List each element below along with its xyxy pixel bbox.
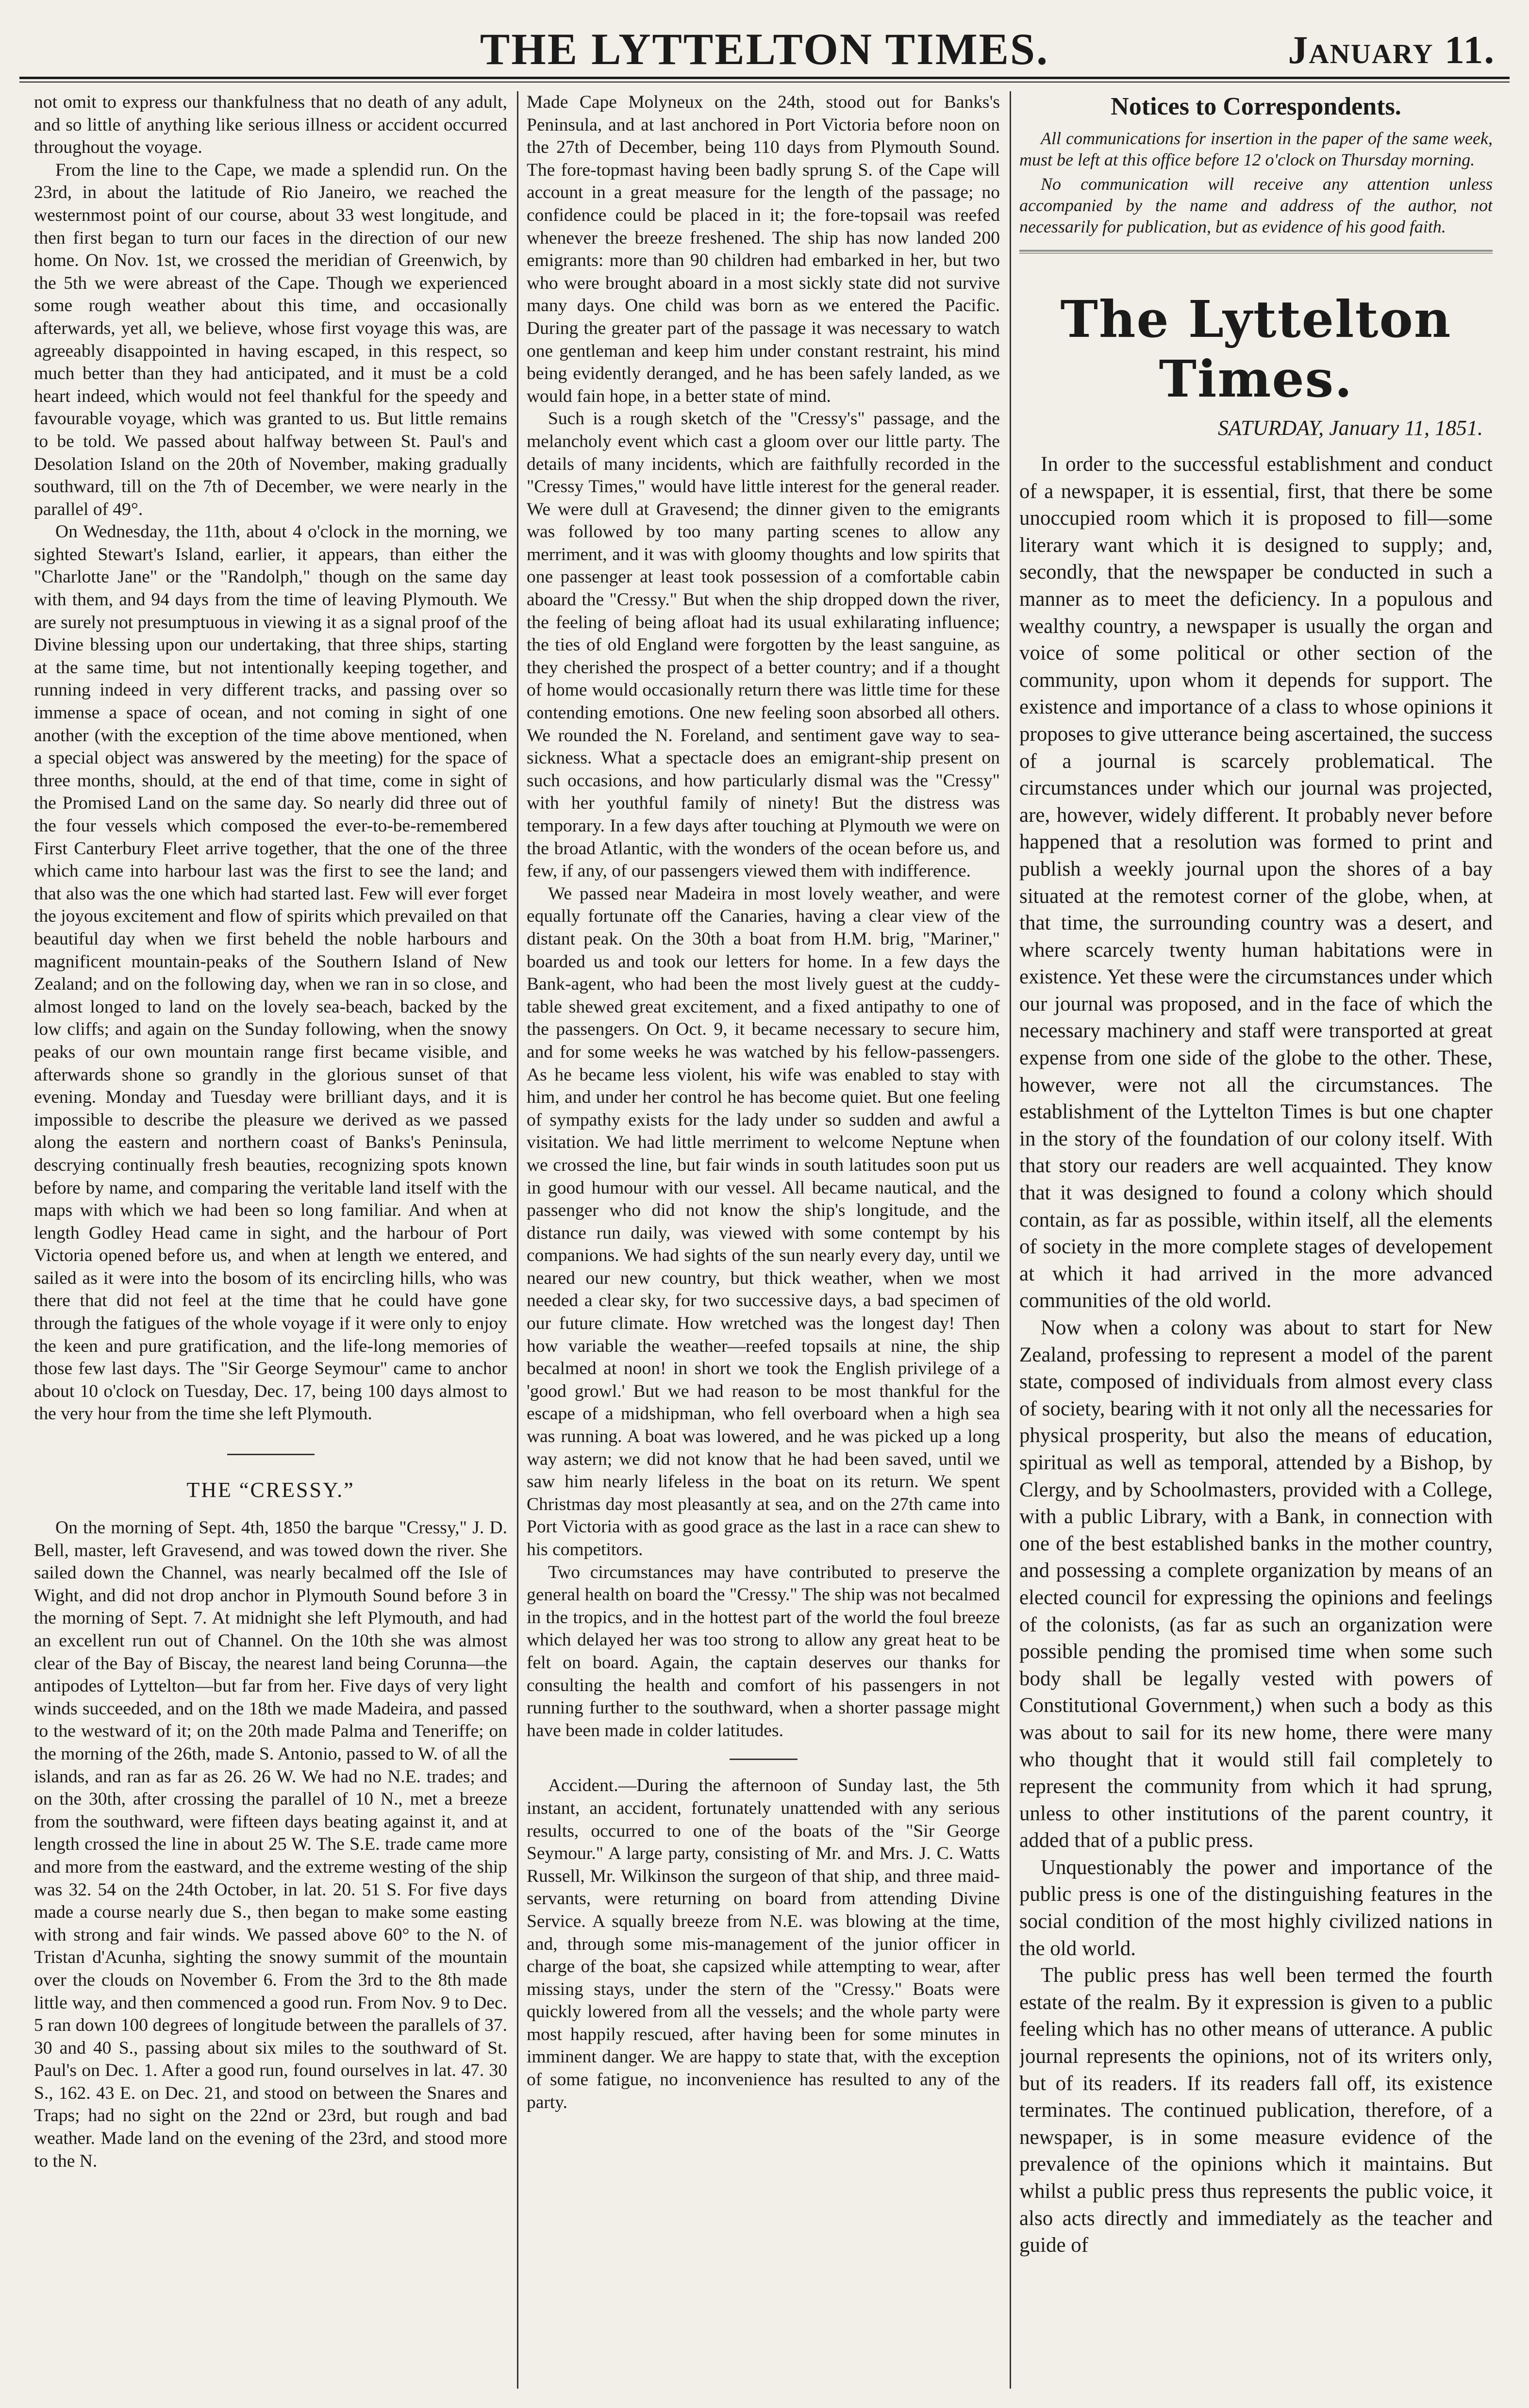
notice-text: All communications for insertion in the paper of the same week, must be left at this office before 12 o'clock on Thursday morning. bbox=[1019, 129, 1493, 169]
column-rule bbox=[1010, 91, 1011, 2389]
notices-to-correspondents bbox=[1019, 92, 1493, 237]
masthead-rule bbox=[19, 77, 1510, 83]
leader-title: The Lyttelton Times. bbox=[1060, 289, 1452, 409]
notices-heading: Notices to Correspondents. bbox=[1111, 93, 1401, 120]
leader-article bbox=[1019, 451, 1493, 2259]
cressy-article bbox=[34, 1517, 507, 2173]
issue-date: January 11. bbox=[1288, 28, 1495, 72]
section-divider bbox=[1019, 250, 1493, 253]
column-1 bbox=[34, 91, 507, 2393]
paragraph: Accident.—During the afternoon of Sunday last, the 5th instant, an accident, fortunately unattended with any serious results, occurred to one of the boats of the "Sir George Seymour." A large party, consisting of Mr. and Mrs. J. C. Watts Russell, Mr. Wilkinson the surgeon of that ship, and three maid-servants, were returning on board from attending Divine Service. A squally breeze from N.E. was blowing at the time, and, through some mis-management of the junior officer in charge of the boat, she capsized while attempting to wear, after missing stays, under the stern of the "Cressy." Boats were quickly lowered from all the vessels; and the whole party were most happily rescued, after having been for some minutes in imminent danger. We are happy to state that, with the exception of some fatigue, no inconvenience has resulted to any of the party. bbox=[527, 1776, 1000, 2112]
column-2 bbox=[527, 91, 1000, 2393]
column-3 bbox=[1019, 91, 1493, 2393]
masthead bbox=[29, 15, 1500, 78]
newspaper-title: THE LYTTELTON TIMES. bbox=[480, 24, 1049, 74]
paragraph: In order to the successful establishment and conduct of a newspaper, it is essential, first, that there be some unoccupied room which it is proposed to fill—some literary want which it is designed to supply; and, secondly, that the newspaper be conducted in such a manner as to meet the deficiency. In a populous and wealthy country, a newspaper is usually the organ and voice of some political or other section of the community, upon whom it depends for support. The existence and importance of a class to whose opinions it proposes to give utterance being ascertained, the success of a journal is scarcely problematical. The circumstances under which our journal was projected, are, however, widely different. It probably never before happened that a resolution was formed to print and publish a weekly journal upon the shores of a bay situated at the remotest corner of the globe, when, at that time, the surrounding country was a desert, and where scarcely twenty human habitations were in existence. Yet these were the circumstances under which our journal was proposed, and in the face of which the necessary machinery and staff were transported at great expense from one side of the globe to the other. These, however, were not all the circumstances. The establishment of the Lyttelton Times is but one chapter in the story of the foundation of our colony itself. With that story our readers are well acquainted. They know that it was designed to found a colony which should contain, as far as possible, within itself, all the elements of society in the more complete stages of developement at which it had arrived in the more advanced communities of the old world. bbox=[1019, 453, 1493, 1312]
cressy-article-continued bbox=[527, 91, 1000, 1742]
paragraph: Such is a rough sketch of the "Cressy's" passage, and the melancholy event which cast a gloom over our little party. The details of many incidents, which are faithfully recorded in the "Cressy Times," would have little interest for the general reader. We were dull at Gravesend; the dinner given to the emigrants was followed by too many parting scenes to allow any merriment, and it was with gloomy thoughts and low spirits that one passenger at least took possession of a comfortable cabin aboard the "Cressy." But when the ship dropped down the river, the feeling of being afloat had its usual exhilarating influence; the ties of old England were forgotten by the least sanguine, as they cherished the prospect of a better country; and if a thought of home would occasionally return there was little time for these contending emotions. One new feeling soon absorbed all others. We rounded the N. Foreland, and sentiment gave way to sea-sickness. What a spectacle does an emigrant-ship present on such occasions, and how particularly dismal was the "Cressy" with her youthful family of ninety! But the distress was temporary. In a few days after touching at Plymouth we were on the broad Atlantic, with the wonders of the ocean before us, and few, if any, of our passengers viewed them with indifference. bbox=[527, 409, 1000, 881]
paragraph: The public press has well been termed the fourth estate of the realm. By it expression is given to a public feeling which has no other means of utterance. A public journal represents the opinions, not of its writers only, but of its readers. If its readers fall off, its existence terminates. The continued publication, therefore, of a newspaper, is in some measure evidence of the prevalence of the opinions which it maintains. But whilst a public press thus represents the public voice, it also acts directly and immediately as the teacher and guide of bbox=[1019, 1964, 1493, 2257]
column-rule bbox=[517, 91, 518, 2389]
paragraph: We passed near Madeira in most lovely weather, and were equally fortunate off the Canaries, having a clear view of the distant peak. On the 30th a boat from H.M. brig, "Mariner," boarded us and took our letters for home. In a few days the Bank-agent, who had been the most lively guest at the cuddy-table shewed great excitement, and a fixed antipathy to one of the passengers. On Oct. 9, it became necessary to secure him, and for some weeks he was watched by his fellow-passengers. As he became less violent, his wife was enabled to stay with him, and under her control he has become quiet. But one feeling of sympathy exists for the lady under so sudden and awful a visitation. We had little merriment to welcome Neptune when we crossed the line, but fair winds in south latitudes soon put us in good humour with our vessel. All became nautical, and the passenger who did not know the ship's longitude, and the distance run daily, was viewed with some contempt by his companions. We had sights of the sun nearly every day, until we neared our new country, but thick weather, when we most needed a clear sky, for two successive days, a bad specimen of our future climate. How wretched was the longest day! Then how variable the weather—reefed topsails at nine, the ship becalmed at noon! in short we took the English privilege of a 'good growl.' But we had reason to be most thankful for the escape of a midshipman, who fell overboard when a high sea was running. A boat was lowered, and he was picked up a long way astern; we did not know that he had been saved, until we saw him nearly lifeless in the boat on its return. We spent Christmas day most pleasantly at sea, and on the 27th came into Port Victoria with as good grace as the last in a race can shew to his competitors. bbox=[527, 883, 1000, 1560]
voyage-article bbox=[34, 91, 507, 1426]
paragraph: From the line to the Cape, we made a splendid run. On the 23rd, in about the latitude of Rio Janeiro, we reached the westernmost point of our course, about 33 west longitude, and then first began to turn our faces in the direction of our new home. On Nov. 1st, we crossed the meridian of Greenwich, by the 5th we were abreast of the Cape. Though we experienced some rough weather about this time, and occasionally afterwards, yet all, we believe, whose first voyage this was, are agreeably disappointed in having escaped, in this respect, so much better than they had anticipated, and it must be a cold heart indeed, which would not feel thankful for the speedy and favourable voyage, which was granted to us. But little remains to be told. We passed about halfway between St. Paul's and Desolation Island on the 20th of November, making gradually southward, till on the 7th of December, we were nearly in the parallel of 49°. bbox=[34, 160, 507, 519]
paragraph: not omit to express our thankfulness that no death of any adult, and so little of anything like serious illness or accident occurred throughout the voyage. bbox=[34, 92, 507, 158]
leader-date: SATURDAY, January 11, 1851. bbox=[1218, 416, 1483, 440]
accident-article bbox=[527, 1775, 1000, 2114]
paragraph: On Wednesday, the 11th, about 4 o'clock in the morning, we sighted Stewart's Island, earlier, it appears, than either the "Charlotte Jane" or the "Randolph," though on the same day with them, and 94 days from the time of leaving Plymouth. We are surely not presumptuous in viewing it as a signal proof of the Divine blessing upon our undertaking, that three ships, starting at the same time, but not intentionally keeping together, and running indeed in very different tracks, and passing over so immense a space of ocean, and not coming in sight of one another (with the exception of the time above mentioned, when a special object was answered by the meeting) for the space of three months, should, at the end of that time, come in sight of the Promised Land on the same day. So nearly did three out of the four vessels which composed the ever-to-be-remembered First Canterbury Fleet arrive together, that the one of the three which came into harbour last was the first to see the land; and that also was the one which had started last. Few will ever forget the joyous excitement and flow of spirits which prevailed on that beautiful day when we first beheld the noble harbours and magnificent mountain-peaks of the Southern Island of New Zealand; and on the following day, when we ran in so close, and almost longed to land on the lovely sea-beach, backed by the low cliffs; and again on the Sunday following, when the snowy peaks of our own mountain range first became visible, and afterwards shone so grandly in the glorious sunset of that evening. Monday and Tuesday were brilliant days, and it is impossible to describe the pleasure we derived as we passed along the eastern and northern coast of Banks's Peninsula, descrying continually fresh beauties, recognizing spots known before by name, and comparing the veritable land itself with the maps with which we had been so long familiar. And when at length Godley Head came in sight, and the harbour of Port Victoria opened before us, and when at length we entered, and sailed as it were into the bosom of its encircling hills, who was there that did not feel at the time that he could have gone through the fatigues of the whole voyage if it were only to enjoy the keen and pure gratification, and the life-long memories of those few last days. The "Sir George Seymour" came to anchor about 10 o'clock on Tuesday, Dec. 17, being 100 days almost to the very hour from the time she left Plymouth. bbox=[34, 522, 507, 1424]
paragraph: Now when a colony was about to start for New Zealand, professing to represent a model of the parent state, composed of individuals from almost every class of society, bearing with it not only all the necessaries for physical prosperity, but also the means of education, spiritual as well as temporal, attended by a Bishop, by Clergy, and by Schoolmasters, provided with a College, with a public Library, with a Bank, in connection with one of the best established banks in the mother country, and possessing a complete organization by means of an elected council for expressing the opinions and feelings of the colonists, (as far as such an organization were possible pending the promised time when some such body shall be legally vested with powers of Constitutional Government,) when such a body as this was about to sail for its new home, there were many who thought that it would still fail completely to represent the community from which it had sprung, unless to other institutions of the parent country, it added that of a public press. bbox=[1019, 1316, 1493, 1852]
section-divider bbox=[730, 1759, 798, 1760]
section-heading-cressy: THE “CRESSY.” bbox=[186, 1478, 355, 1502]
notice-text: No communication will receive any attention unless accompanied by the name and address of the author, not necessarily for publication, but as evidence of his good faith. bbox=[1019, 174, 1493, 236]
paragraph: Made Cape Molyneux on the 24th, stood out for Banks's Peninsula, and at last anchored in Port Victoria before noon on the 27th of December, being 110 days from Plymouth Sound. The fore-topmast having been badly sprung S. of the Cape will account in a great measure for the length of the passage; no confidence could be placed in it; the fore-topsail was reefed whenever the breeze freshened. The ship has now landed 200 emigrants: more than 90 children had embarked in her, but two who were brought aboard in a most sickly state did not survive many days. One child was born as we entered the Pacific. During the greater part of the passage it was necessary to watch one gentleman and keep him under constant restraint, his mind being evidently deranged, and he has been safely landed, as we would fain hope, in a better state of mind. bbox=[527, 92, 1000, 406]
paragraph: On the morning of Sept. 4th, 1850 the barque "Cressy," J. D. Bell, master, left Gravesend, and was towed down the river. She sailed down the Channel, was nearly becalmed off the Isle of Wight, and did not drop anchor in Plymouth Sound before 3 in the morning of Sept. 7. At midnight she left Plymouth, and had an excellent run out of Channel. On the 10th she was almost clear of the Bay of Biscay, the nearest land being Corunna—the antipodes of Lyttelton—but far from her. Five days of very light winds succeeded, and on the 18th we made Madeira, and passed to the westward of it; on the 20th made Palma and Teneriffe; on the morning of the 26th, made S. Antonio, passed to W. of all the islands, and ran as far as 26. 26 W. We had no N.E. trades; and on the 30th, after crossing the parallel of 10 N., met a breeze from the southward, were fifteen days beating against it, and at length crossed the line in about 25 W. The S.E. trade came more and more from the eastward, and the extreme westing of the ship was 32. 54 on the 24th October, in lat. 20. 51 S. For five days made a course nearly due S., then began to make some easting with strong and fair winds. We passed above 60° to the N. of Tristan d'Acunha, sighting the snowy summit of the mountain over the clouds on November 6. From the 3rd to the 8th made little way, and then commenced a good run. From Nov. 9 to Dec. 5 ran down 100 degrees of longitude between the parallels of 37. 30 and 40 S., passing about six miles to the southward of St. Paul's on Dec. 1. After a good run, found ourselves in lat. 47. 30 S., 162. 43 E. on Dec. 21, and stood on between the Snares and Traps; had no sight on the 22nd or 23rd, but rough and bad weather. Made land on the evening of the 23rd, and stood more to the N. bbox=[34, 1518, 507, 2171]
section-divider bbox=[227, 1454, 315, 1455]
paragraph: Two circumstances may have contributed to preserve the general health on board the "Cressy." The ship was not becalmed in the tropics, and in the hottest part of the world the foul breeze which delayed her was too strong to allow any great heat to be felt on board. Again, the captain deserves our thanks for consulting the health and comfort of his passengers in not running further to the southward, when a shorter passage might have been made in colder latitudes. bbox=[527, 1562, 1000, 1741]
paragraph: Unquestionably the power and importance of the public press is one of the distinguishing features in the social condition of the most highly civilized nations in the old world. bbox=[1019, 1856, 1493, 1960]
